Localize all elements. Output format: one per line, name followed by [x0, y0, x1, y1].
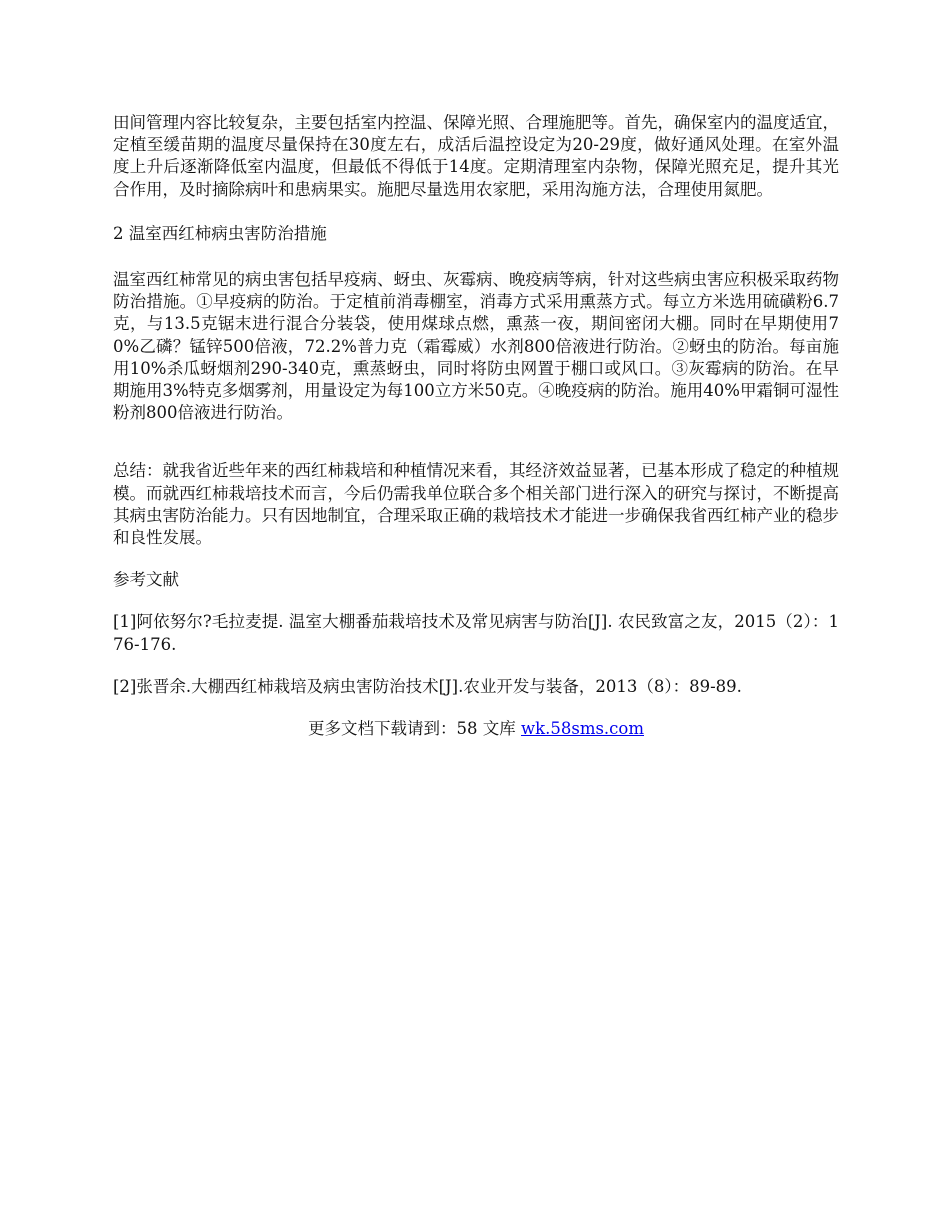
reference-item: [2]张晋余.大棚西红柿栽培及病虫害防治技术[J].农业开发与装备，2013（8）：89-89.	[113, 676, 742, 696]
reference-item: [1]阿依努尔?毛拉麦提. 温室大棚番茄栽培技术及常见病害与防治[J]. 农民致富之友，2015（2）：176-176.	[113, 612, 839, 654]
footer-link[interactable]: wk.58sms.com	[520, 719, 644, 739]
footer-prefix: 更多文档下载请到：58 文库	[307, 719, 521, 739]
paragraph-spacer	[113, 424, 839, 460]
document-page	[113, 112, 839, 740]
intro-paragraph: 田间管理内容比较复杂，主要包括室内控温、保障光照、合理施肥等。首先，确保室内的温度适宜，定植至缓苗期的温度尽量保持在30度左右，成活后温控设定为20-29度，做好通风处理。在室外温度上升后逐渐降低室内温度，但最低不得低于14度。定期清理室内杂物，保障光照充足，提升其光合作用，及时摘除病叶和患病果实。施肥尽量选用农家肥，采用沟施方法，合理使用氮肥。	[113, 113, 839, 199]
footer-line	[113, 718, 839, 740]
section-heading: 2 温室西红柿病虫害防治措施	[113, 223, 327, 243]
references-heading: 参考文献	[113, 570, 179, 590]
pest-control-paragraph: 温室西红柿常见的病虫害包括早疫病、蚜虫、灰霉病、晚疫病等病，针对这些病虫害应积极采取药物防治措施。①早疫病的防治。于定植前消毒棚室，消毒方式采用熏蒸方式。每立方米选用硫磺粉6.7克，与13.5克锯末进行混合分装袋，使用煤球点燃，熏蒸一夜，期间密闭大棚。同时在早期使用70%乙磷？锰锌500倍液，72.2%普力克（霜霉威）水剂800倍液进行防治。②蚜虫的防治。每亩施用10%杀瓜蚜烟剂290-340克，熏蒸蚜虫，同时将防虫网置于棚口或风口。③灰霉病的防治。在早期施用3%特克多烟雾剂，用量设定为每100立方米50克。④晚疫病的防治。施用40%甲霜铜可湿性粉剂800倍液进行防治。	[113, 270, 839, 423]
summary-paragraph: 总结：就我省近些年来的西红柿栽培和种植情况来看，其经济效益显著，已基本形成了稳定的种植规模。而就西红柿栽培技术而言，今后仍需我单位联合多个相关部门进行深入的研究与探讨，不断提高其病虫害防治能力。只有因地制宜，合理采取正确的栽培技术才能进一步确保我省西红柿产业的稳步和良性发展。	[113, 461, 839, 548]
